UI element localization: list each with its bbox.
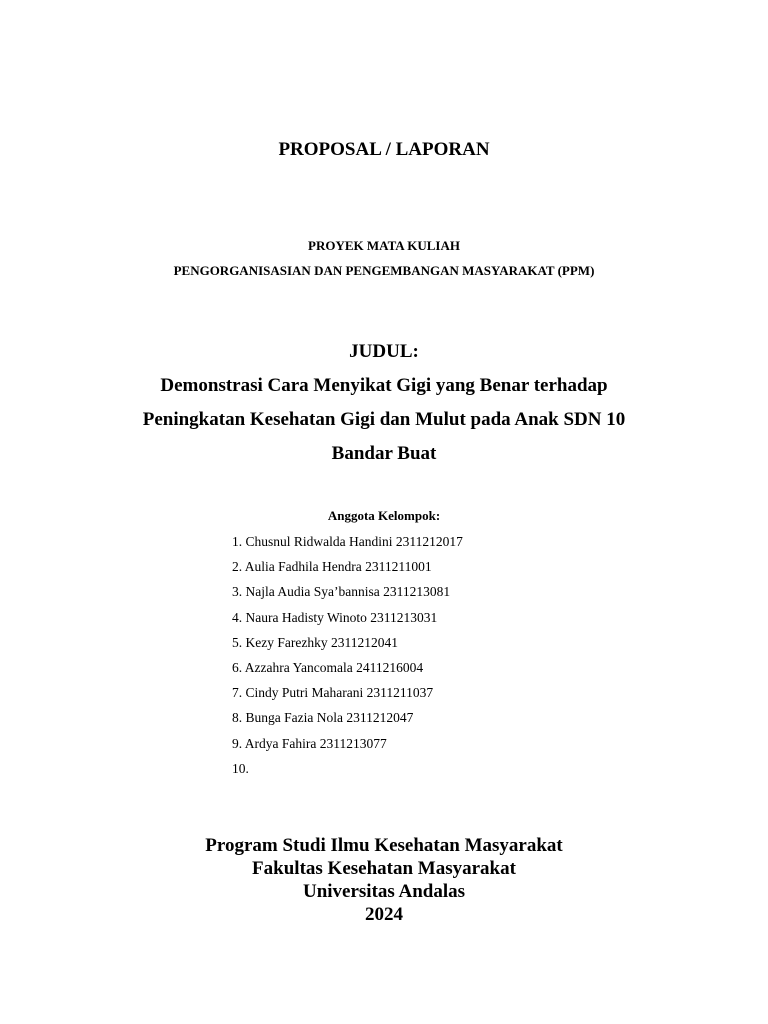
course-label: PROYEK MATA KULIAH: [308, 238, 460, 253]
project-title-line: Demonstrasi Cara Menyikat Gigi yang Benar terhadap: [160, 375, 608, 396]
institution-block: [0, 834, 768, 926]
document-type-heading: PROPOSAL / LAPORAN: [278, 139, 490, 160]
member-item: 8. Bunga Fazia Nola 2311212047: [232, 710, 414, 726]
project-title-line: Peningkatan Kesehatan Gigi dan Mulut pada Anak SDN 10: [142, 409, 626, 430]
member-item: 3. Najla Audia Sya’bannisa 2311213081: [232, 584, 451, 600]
title-label: JUDUL:: [349, 341, 419, 362]
faculty-name: Fakultas Kesehatan Masyarakat: [252, 858, 516, 879]
project-title: [0, 369, 768, 471]
members-heading: Anggota Kelompok:: [327, 508, 441, 523]
member-item: 5. Kezy Farezhky 2311212041: [232, 634, 398, 650]
university-name: Universitas Andalas: [302, 881, 466, 902]
member-item: 6. Azzahra Yancomala 2411216004: [232, 659, 424, 675]
member-item: 1. Chusnul Ridwalda Handini 2311212017: [232, 534, 463, 549]
course-name: PENGORGANISASIAN DAN PENGEMBANGAN MASYARAKAT (PPM): [173, 263, 595, 278]
members-list: [232, 529, 463, 781]
member-item: 9. Ardya Fahira 2311213077: [232, 735, 387, 751]
project-title-line: Bandar Buat: [331, 443, 437, 464]
year: 2024: [365, 904, 403, 925]
study-program: Program Studi Ilmu Kesehatan Masyarakat: [205, 835, 563, 856]
member-item: 2. Aulia Fadhila Hendra 2311211001: [232, 559, 432, 575]
member-item: 4. Naura Hadisty Winoto 2311213031: [232, 609, 438, 625]
member-item: 7. Cindy Putri Maharani 2311211037: [232, 685, 434, 701]
member-item: 10.: [232, 760, 249, 776]
